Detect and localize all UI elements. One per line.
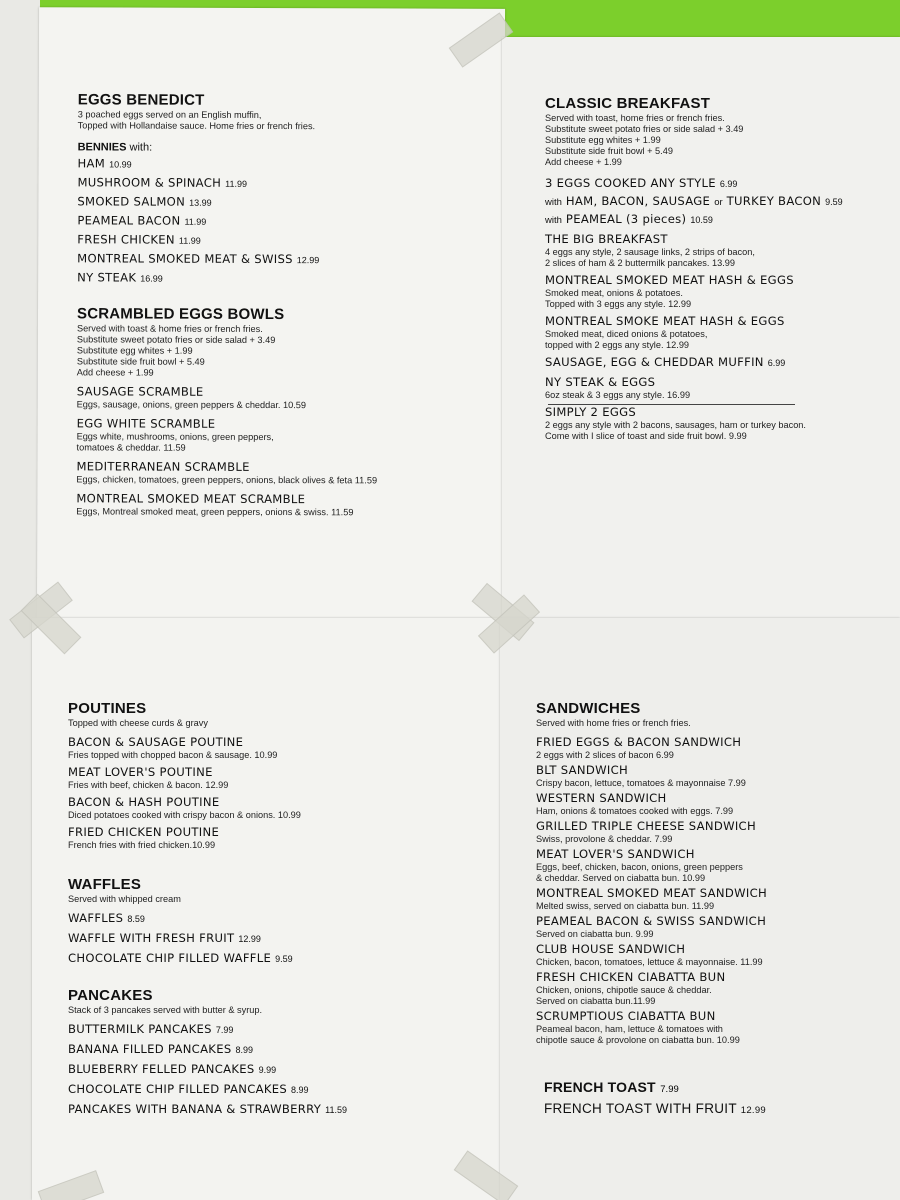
item-name: SAUSAGE, EGG & CHEDDAR MUFFIN: [545, 355, 764, 369]
menu-item: [77, 251, 497, 268]
menu-item: [536, 942, 896, 968]
item-name: HAM, BACON, SAUSAGE: [565, 194, 711, 208]
item-heading: [536, 970, 896, 985]
note-line: Substitute egg whites + 1.99: [76, 345, 193, 356]
menu-item: [545, 194, 895, 210]
menu-item: [77, 213, 497, 230]
menu-item: [536, 886, 896, 912]
item-heading: [68, 765, 488, 780]
item-description: 4 eggs any style, 2 sausage links, 2 strips of bacon,: [545, 247, 755, 257]
item-heading: [536, 791, 896, 806]
item-price: 16.99: [140, 273, 163, 284]
french-toast-price: 7.99: [660, 1084, 679, 1095]
scrambled-section: [76, 305, 497, 518]
item-name: BUTTERMILK PANCAKES: [68, 1022, 212, 1036]
item-name: BLUEBERRY FELLED PANCAKES: [68, 1062, 255, 1076]
item-price: 10.99: [109, 159, 132, 170]
item-description: Eggs white, mushrooms, onions, green peppers,: [76, 431, 274, 443]
item-price: 12.99: [296, 255, 320, 266]
item-name: MEDITERRANEAN SCRAMBLE: [76, 459, 250, 474]
item-prefix: with: [545, 215, 562, 226]
french-toast-fruit: [544, 1101, 894, 1116]
note-line: Substitute side fruit bowl + 5.49: [545, 146, 673, 156]
item-name: SCRUMPTIOUS CIABATTA BUN: [536, 1009, 716, 1023]
item-name: BANANA FILLED PANCAKES: [68, 1042, 232, 1056]
menu-item: [68, 911, 488, 927]
menu-item: [77, 416, 497, 454]
poutines-title: POUTINES: [68, 700, 147, 717]
item-description: Fries topped with chopped bacon & sausage. 10.99: [68, 750, 278, 760]
sandwiches-subtitle: Served with home fries or french fries.: [536, 718, 691, 728]
item-name: PEAMEAL BACON & SWISS SANDWICH: [536, 914, 767, 928]
item-price: 8.99: [291, 1085, 309, 1095]
menu-item: [545, 232, 895, 269]
item-name: PEAMEAL BACON: [77, 213, 181, 228]
menu-item: [545, 314, 895, 351]
menu-item: [77, 175, 497, 192]
note-line: Substitute sweet potato fries or side salad + 3.49: [545, 124, 744, 134]
item-heading: [77, 416, 497, 432]
scrambled-title: SCRAMBLED EGGS BOWLS: [76, 305, 285, 324]
item-name: NY STEAK & EGGS: [545, 375, 656, 389]
menu-item: [545, 405, 895, 442]
menu-item: [536, 1009, 896, 1046]
eggs-benedict-desc: Topped with Hollandaise sauce. Home fries or french fries.: [77, 120, 316, 132]
item-description: Served on ciabatta bun. 9.99: [536, 929, 654, 939]
french-toast-heading: [544, 1078, 894, 1099]
item-price: 11.99: [225, 178, 248, 189]
item-name: BACON & SAUSAGE POUTINE: [68, 735, 244, 749]
menu-item: [68, 1102, 488, 1118]
note-line: Substitute egg whites + 1.99: [545, 135, 661, 145]
item-description: Crispy bacon, lettuce, tomatoes & mayonnaise 7.99: [536, 778, 746, 788]
item-description: Peameal bacon, ham, lettuce & tomatoes with: [536, 1024, 723, 1034]
item-description: & cheddar. Served on ciabatta bun. 10.99: [536, 873, 706, 883]
item-heading: [536, 735, 896, 750]
item-name: GRILLED TRIPLE CHEESE SANDWICH: [536, 819, 756, 833]
item-description: 2 slices of ham & 2 buttermilk pancakes. 13.99: [545, 258, 735, 268]
item-name: MONTREAL SMOKED MEAT & SWISS: [77, 251, 293, 267]
eggs-benedict-desc: 3 poached eggs served on an English muffin,: [77, 109, 262, 120]
waffles-section: [68, 876, 488, 967]
eggs-benedict-section: [77, 91, 498, 287]
menu-item: [68, 825, 488, 851]
item-price: 7.99: [215, 1025, 234, 1035]
item-prefix: with: [545, 197, 562, 208]
item-price: 9.99: [258, 1065, 277, 1075]
item-name: FRIED CHICKEN POUTINE: [68, 825, 220, 839]
menu-item: [68, 1042, 488, 1058]
item-description: Eggs, sausage, onions, green peppers & cheddar. 10.59: [76, 399, 307, 411]
item-price: 6.99: [767, 358, 786, 368]
item-description: Eggs, Montreal smoked meat, green peppers, onions & swiss. 11.59: [76, 506, 354, 518]
pancakes-items: [68, 1022, 488, 1118]
menu-item: [68, 795, 488, 821]
item-name: WESTERN SANDWICH: [536, 791, 667, 805]
item-description: Diced potatoes cooked with crispy bacon & onions. 10.99: [68, 810, 301, 820]
note-line: Add cheese + 1.99: [76, 367, 154, 378]
item-heading: [536, 1009, 896, 1024]
item-name: HAM: [77, 156, 106, 171]
item-heading: [76, 491, 496, 507]
item-description: Chicken, bacon, tomatoes, lettuce & mayonnaise. 11.99: [536, 957, 763, 967]
item-price: 12.99: [740, 1105, 767, 1116]
item-price: 9.59: [275, 954, 293, 964]
item-heading: [545, 232, 895, 247]
item-heading: [545, 375, 895, 390]
menu-item: [536, 735, 896, 761]
menu-item: [536, 847, 896, 884]
item-name: EGG WHITE SCRAMBLE: [76, 416, 216, 431]
menu-item: [77, 384, 497, 411]
item-name: MONTREAL SMOKED MEAT SCRAMBLE: [76, 491, 306, 507]
item-name: FRESH CHICKEN CIABATTA BUN: [536, 970, 726, 984]
item-name: CHOCOLATE CHIP FILLED WAFFLE: [68, 951, 272, 965]
menu-item: [68, 1082, 488, 1098]
menu-item: [536, 763, 896, 789]
sandwiches-section: [536, 700, 896, 1046]
note-line: Served with toast, home fries or french fries.: [545, 113, 725, 123]
menu-item: [536, 914, 896, 940]
item-heading: [536, 847, 896, 862]
item-description: chipotle sauce & provolone on ciabatta bun. 10.99: [536, 1035, 740, 1045]
item-description: Eggs, beef, chicken, bacon, onions, green peppers: [536, 862, 743, 872]
item-name: PANCAKES WITH BANANA & STRAWBERRY: [68, 1102, 322, 1116]
item-name: 3 EGGS COOKED ANY STYLE: [545, 176, 716, 190]
item-description: Fries with beef, chicken & bacon. 12.99: [68, 780, 229, 790]
item-heading: [545, 273, 895, 288]
item-heading: [76, 459, 496, 475]
eggs-benedict-title: EGGS BENEDICT: [77, 91, 205, 109]
item-name: NY STEAK: [77, 270, 137, 285]
item-description: 2 eggs with 2 slices of bacon 6.99: [536, 750, 674, 760]
item-heading: [545, 314, 895, 329]
sandwiches-items: [536, 735, 896, 1046]
item-heading: [545, 405, 895, 420]
menu-item: [77, 194, 497, 211]
menu-item: [545, 176, 895, 192]
item-name: MEAT LOVER'S SANDWICH: [536, 847, 695, 861]
item-description: Eggs, chicken, tomatoes, green peppers, onions, black olives & feta 11.59: [76, 474, 378, 486]
item-heading: [536, 942, 896, 957]
item-heading: [77, 384, 497, 400]
item-name: SAUSAGE SCRAMBLE: [76, 384, 204, 399]
menu-item: [68, 735, 488, 761]
bennies-with: with:: [126, 141, 153, 154]
scrambled-items: [76, 384, 496, 518]
menu-item: [68, 1022, 488, 1038]
classic-title: CLASSIC BREAKFAST: [545, 95, 711, 112]
item-heading: [536, 763, 896, 778]
item-heading: [536, 819, 896, 834]
item-description: 6oz steak & 3 eggs any style. 16.99: [545, 390, 691, 400]
pancakes-title: PANCAKES: [68, 987, 153, 1004]
item-price: 11.59: [325, 1105, 347, 1115]
note-line: Served with toast & home fries or french fries.: [76, 323, 263, 334]
item-description: 2 eggs any style with 2 bacons, sausages, ham or turkey bacon.: [545, 420, 806, 430]
classic-eggs-any: [545, 176, 895, 228]
menu-sheet-classic: [502, 37, 900, 622]
item-heading: [68, 735, 488, 750]
bennies-heading: [78, 141, 498, 154]
item-name: WAFFLE WITH FRESH FRUIT: [68, 931, 235, 945]
item-description: French fries with fried chicken.10.99: [68, 840, 216, 850]
bennies-label: BENNIES: [77, 141, 127, 154]
menu-item: [68, 931, 488, 947]
item-name: TURKEY BACON: [726, 194, 822, 208]
menu-item: [545, 375, 895, 401]
item-price: 10.59: [690, 215, 713, 225]
item-heading: [545, 355, 895, 371]
menu-item: [545, 273, 895, 310]
menu-item: [77, 232, 497, 249]
item-heading: [536, 886, 896, 901]
item-name: CHOCOLATE CHIP FILLED PANCAKES: [68, 1082, 288, 1096]
item-price: 6.99: [719, 179, 738, 189]
item-description: Ham, onions & tomatoes cooked with eggs. 7.99: [536, 806, 734, 816]
pancakes-section: [68, 987, 488, 1118]
menu-item: [77, 270, 497, 287]
menu-item: [68, 765, 488, 791]
waffles-title: WAFFLES: [68, 876, 142, 893]
poutines-items: [68, 735, 488, 851]
item-name: FRIED EGGS & BACON SANDWICH: [536, 735, 742, 749]
item-price: 8.59: [127, 914, 145, 924]
waffles-subtitle: Served with whipped cream: [68, 894, 181, 904]
item-name: CLUB HOUSE SANDWICH: [536, 942, 686, 956]
item-description: Smoked meat, onions & potatoes.: [545, 288, 683, 298]
item-price: 13.99: [189, 197, 212, 208]
divider-line: [548, 404, 795, 405]
poutines-subtitle: Topped with cheese curds & gravy: [68, 718, 208, 728]
classic-items: [545, 232, 895, 442]
item-description: Come with I slice of toast and side fruit bowl. 9.99: [545, 431, 747, 441]
item-description: Chicken, onions, chipotle sauce & cheddar.: [536, 985, 712, 995]
menu-item: [77, 156, 497, 173]
item-heading: [68, 795, 488, 810]
item-name: FRESH CHICKEN: [77, 232, 175, 247]
french-toast-title: FRENCH TOAST: [544, 1079, 656, 1095]
item-name: FRENCH TOAST WITH FRUIT: [544, 1101, 737, 1116]
item-name: WAFFLES: [68, 911, 124, 925]
item-name: THE BIG BREAKFAST: [545, 232, 668, 246]
item-name: MONTREAL SMOKE MEAT HASH & EGGS: [545, 314, 785, 328]
menu-item: [68, 951, 488, 967]
menu-item: [76, 459, 496, 486]
classic-notes: [545, 113, 895, 168]
menu-item: [536, 970, 896, 1007]
item-description: Smoked meat, diced onions & potatoes,: [545, 329, 708, 339]
item-price: 12.99: [238, 934, 261, 944]
menu-item: [536, 819, 896, 845]
item-name: BLT SANDWICH: [536, 763, 628, 777]
item-price: 11.99: [184, 216, 207, 227]
item-heading: [68, 825, 488, 840]
menu-item: [536, 791, 896, 817]
menu-item: [68, 1062, 488, 1078]
classic-section: [545, 95, 895, 442]
item-name: MONTREAL SMOKED MEAT SANDWICH: [536, 886, 767, 900]
menu-item: [545, 355, 895, 371]
item-description: Swiss, provolone & cheddar. 7.99: [536, 834, 673, 844]
note-line: Substitute sweet potato fries or side salad + 3.49: [76, 334, 276, 346]
item-description: topped with 2 eggs any style. 12.99: [545, 340, 690, 350]
note-line: Substitute side fruit bowl + 5.49: [76, 356, 205, 367]
item-name: SIMPLY 2 EGGS: [545, 405, 637, 419]
item-price: 8.99: [235, 1045, 254, 1055]
waffles-items: [68, 911, 488, 967]
item-name: MEAT LOVER'S POUTINE: [68, 765, 213, 779]
menu-item: [76, 491, 496, 518]
item-description: Served on ciabatta bun.11.99: [536, 996, 656, 1006]
menu-item: [545, 212, 895, 228]
scrambled-notes: [77, 323, 497, 379]
poutines-section: [68, 700, 488, 851]
note-line: Add cheese + 1.99: [545, 157, 622, 167]
sandwiches-title: SANDWICHES: [536, 700, 641, 717]
item-price: 9.59: [825, 197, 843, 207]
menu-sheet-poutines: [32, 618, 502, 1200]
item-or: or: [714, 197, 723, 208]
pancakes-subtitle: Stack of 3 pancakes served with butter & syrup.: [68, 1005, 263, 1015]
item-name: MONTREAL SMOKED MEAT HASH & EGGS: [545, 273, 794, 287]
bennies-list: [77, 156, 497, 287]
menu-sheet-sandwiches: [500, 618, 900, 1200]
item-name: SMOKED SALMON: [77, 194, 186, 209]
item-price: 11.99: [178, 235, 201, 246]
item-description: Melted swiss, served on ciabatta bun. 11.99: [536, 901, 715, 911]
item-name: PEAMEAL (3 pieces): [565, 212, 687, 226]
menu-sheet-eggs: [37, 7, 505, 623]
item-name: BACON & HASH POUTINE: [68, 795, 220, 809]
item-description: Topped with 3 eggs any style. 12.99: [545, 299, 692, 309]
item-heading: [536, 914, 896, 929]
item-name: MUSHROOM & SPINACH: [77, 175, 222, 190]
item-description: tomatoes & cheddar. 11.59: [76, 442, 186, 453]
french-toast-section: [544, 1078, 894, 1116]
